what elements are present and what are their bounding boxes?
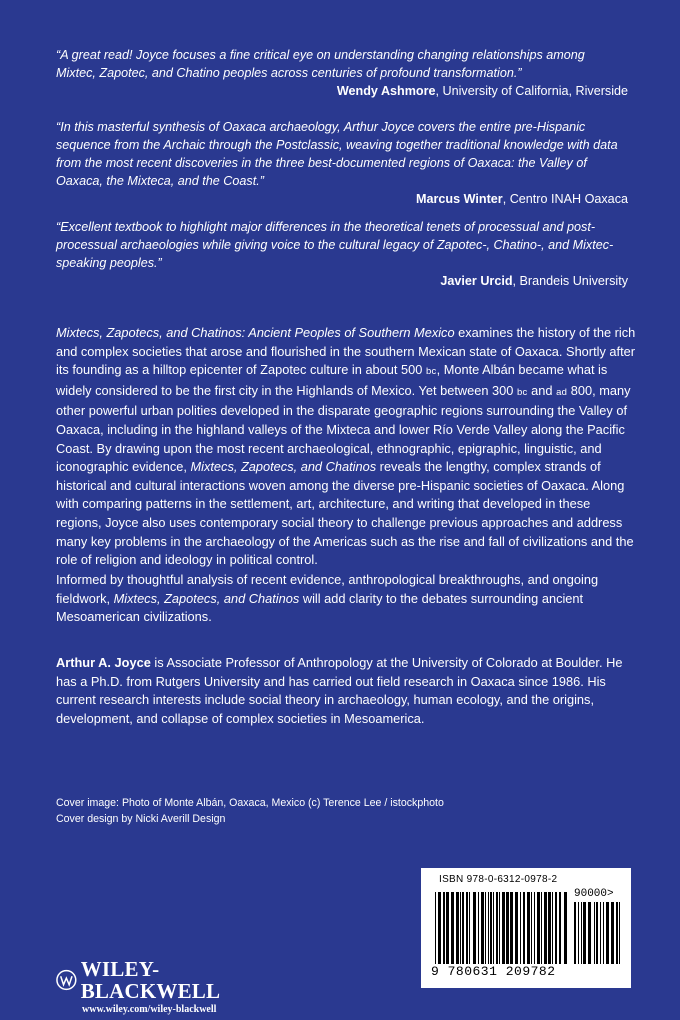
reviewer-affiliation: , University of California, Riverside <box>435 84 628 98</box>
barcode-bar <box>469 892 470 964</box>
reviewer-affiliation: , Centro INAH Oaxaca <box>502 192 628 206</box>
barcode-bar <box>534 892 535 964</box>
publisher-name: WILEY-BLACKWELL <box>80 957 221 1003</box>
barcode-bar <box>581 902 582 964</box>
barcode-bar <box>451 892 454 964</box>
barcode-bar <box>438 892 441 964</box>
author-bio <box>56 654 636 728</box>
barcode-bar <box>619 902 620 964</box>
isbn-barcode <box>421 868 631 988</box>
text-run: reveals the lengthy, complex strands of historical and cultural interactions woven among the diverse pre-Hispanic societies of Oaxaca. Along with comparing patterns in the settlement, art, architecture, and writing that developed in these regions, Joyce also uses contemporary social theory to challenge previous approaches and address many key problems in the archaeology of the Americas such as the rise and fall of civilizations and the role of religion and ideology in political control. <box>56 459 634 568</box>
barcode-bar <box>527 892 530 964</box>
praise-quote-1 <box>56 46 628 100</box>
barcode-bar <box>583 902 586 964</box>
barcode-bar <box>548 892 551 964</box>
author-name: Arthur A. Joyce <box>56 655 151 670</box>
addon-barcode-bars <box>574 902 622 964</box>
era-bc: bc <box>425 366 437 378</box>
cover-image-credit: Cover image: Photo of Monte Albán, Oaxaca, Mexico (c) Terence Lee / istockphoto <box>56 797 444 809</box>
barcode-bar <box>616 902 618 964</box>
barcode-bar <box>488 892 489 964</box>
book-title: Mixtecs, Zapotecs, and Chatinos: Ancient Peoples of Southern Mexico <box>56 325 455 340</box>
barcode-bar <box>462 892 464 964</box>
barcode-bars <box>435 892 569 964</box>
barcode-bar <box>456 892 459 964</box>
barcode-bar <box>446 892 449 964</box>
book-title-short: Mixtecs, Zapotecs, and Chatinos <box>190 459 377 475</box>
barcode-bar <box>485 892 486 964</box>
barcode-bar <box>481 892 484 964</box>
barcode-bar <box>502 892 505 964</box>
quote-attribution <box>56 190 628 208</box>
addon-digits: 90000> <box>574 888 614 900</box>
barcode-bar <box>544 892 547 964</box>
cover-design-credit: Cover design by Nicki Averill Design <box>56 813 226 825</box>
barcode-digits: 9 780631 209782 <box>431 964 556 979</box>
barcode-bar <box>478 892 479 964</box>
barcode-bar <box>588 902 591 964</box>
text-run: , Monte Albán became what is widely considered to be the first city in the Highlands of Mexico. Yet between 300 <box>56 362 608 398</box>
description-paragraph-1 <box>56 324 636 570</box>
barcode-bar <box>537 892 540 964</box>
text-run: examines the history of the rich and complex societies that arose and flourished in the southern Mexican state of Oaxaca. Shortly after its founding as a hilltop epicenter of Zapotec culture in about 500 <box>56 325 636 378</box>
text-run: Informed by thoughtful analysis of recent evidence, anthropological breakthroughs, and ongoing fieldwork, <box>56 572 599 606</box>
wiley-emblem-icon <box>56 969 77 991</box>
barcode-bar <box>499 892 500 964</box>
barcode-bar <box>552 892 553 964</box>
era-bc: bc <box>516 386 528 398</box>
book-title-short: Mixtecs, Zapotecs, and Chatinos <box>113 590 300 606</box>
praise-quote-3 <box>56 218 628 290</box>
reviewer-name: Wendy Ashmore <box>336 84 436 98</box>
barcode-bar <box>611 902 614 964</box>
quote-text: “Excellent textbook to highlight major differences in the theoretical tenets of processual and post-processual archaeologies while giving voice to the cultural legacy of Zapotec-, Chatino-, and Mixtec-speaking peoples.” <box>56 220 614 270</box>
isbn-label: ISBN 978-0-6312-0978-2 <box>439 874 558 885</box>
text-run: 800, many other powerful urban polities developed in the disparate geographic regions surrounding the Valley of Oaxaca, including in the highland valleys of the Mixteca and lower Río Verde Valley along the Pacific Coast. By drawing upon the most recent archaeological, ethnographic, epigraphic, linguistic, and iconographic evidence, <box>56 382 631 475</box>
era-ad: ad <box>556 386 568 398</box>
barcode-bar <box>506 892 509 964</box>
barcode-bar <box>596 902 598 964</box>
barcode-bar <box>574 902 576 964</box>
publisher-logo <box>56 958 286 1015</box>
barcode-bar <box>520 892 521 964</box>
publisher-url[interactable]: www.wiley.com/wiley-blackwell <box>82 1004 217 1015</box>
barcode-bar <box>473 892 476 964</box>
barcode-bar <box>541 892 542 964</box>
barcode-bar <box>555 892 557 964</box>
barcode-bar <box>523 892 525 964</box>
barcode-bar <box>564 892 567 964</box>
barcode-bar <box>606 902 609 964</box>
author-bio-text: is Associate Professor of Anthropology at the University of Colorado at Boulder. He has a Ph.D. from Rutgers University and has carried out field research in Oaxaca since 1986. His current research interests include social theory in archaeology, human ecology, and the origins, development, and collapse of complex societies in Mesoamerica. <box>56 655 623 726</box>
quote-text: “A great read! Joyce focuses a fine critical eye on understanding changing relationships among Mixtec, Zapotec, and Chatino peoples across centuries of profound transformation.” <box>56 48 585 80</box>
cover-credits <box>56 795 456 827</box>
text-run: and <box>527 382 557 398</box>
quote-attribution <box>56 82 628 100</box>
barcode-bar <box>460 892 461 964</box>
barcode-bar <box>531 892 532 964</box>
barcode-bar <box>435 892 436 964</box>
reviewer-name: Javier Urcid <box>440 274 513 288</box>
barcode-bar <box>510 892 513 964</box>
barcode-bar <box>559 892 561 964</box>
barcode-bar <box>496 892 498 964</box>
reviewer-affiliation: , Brandeis University <box>512 274 628 288</box>
reviewer-name: Marcus Winter <box>416 192 503 206</box>
barcode-bar <box>443 892 445 964</box>
barcode-bar <box>490 892 492 964</box>
barcode-bar <box>493 892 494 964</box>
praise-quote-2 <box>56 118 628 208</box>
description-paragraph-2 <box>56 571 636 627</box>
barcode-bar <box>600 902 601 964</box>
barcode-bar <box>466 892 468 964</box>
barcode-bar <box>578 902 579 964</box>
text-run: will add clarity to the debates surrounding ancient Mesoamerican civilizations. <box>56 590 584 625</box>
barcode-bar <box>603 902 604 964</box>
quote-attribution <box>56 272 628 290</box>
barcode-bar <box>515 892 518 964</box>
quote-text: “In this masterful synthesis of Oaxaca archaeology, Arthur Joyce covers the entire pre-Hispanic sequence from the Archaic through the Postclassic, weaving together traditional knowledge with data from the most recent discoveries in the three best-documented regions of Oaxaca: the Valley of Oaxaca, the Mixteca, and the Coast.” <box>56 120 618 188</box>
barcode-bar <box>594 902 595 964</box>
